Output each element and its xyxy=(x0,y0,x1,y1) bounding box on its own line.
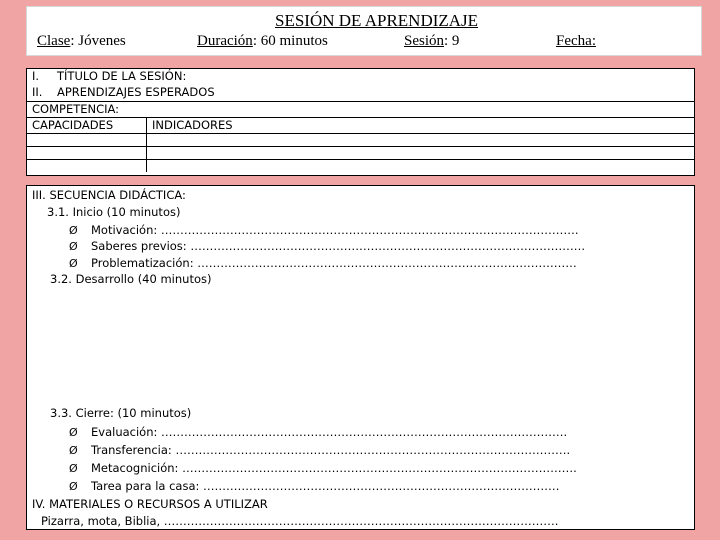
arrow-bullet-icon: Ø xyxy=(69,257,78,270)
secuencia-heading: III. SECUENCIA DIDÁCTICA: xyxy=(32,188,186,202)
aprendizajes-number: II. xyxy=(32,84,43,99)
list-item-transferencia xyxy=(69,443,570,459)
sesion-label: Sesión xyxy=(404,33,445,49)
motivacion-text: Motivación: ………………………………………………………………………………………………. xyxy=(91,223,579,237)
arrow-bullet-icon: Ø xyxy=(69,224,78,237)
arrow-bullet-icon: Ø xyxy=(69,240,78,253)
table-row xyxy=(27,159,694,172)
list-item-motivacion xyxy=(69,223,579,239)
materiales-heading: IV. MATERIALES O RECURSOS A UTILIZAR xyxy=(32,497,268,511)
duracion-value: : 60 minutos xyxy=(252,33,328,49)
clase-label: Clase xyxy=(37,33,71,49)
sesion-field xyxy=(404,33,459,50)
saberes-text: Saberes previos: …………………………………………………………………………………………. xyxy=(91,239,585,253)
duracion-label: Duración xyxy=(197,33,253,49)
tarea-text: Tarea para la casa: ………………………………………………………………………………… xyxy=(91,479,560,493)
table-row xyxy=(27,133,694,146)
session-header xyxy=(26,6,702,56)
aprendizajes-line xyxy=(27,85,694,101)
table-cell xyxy=(27,147,147,159)
materiales-list: Pizarra, mota, Biblia, …………………………………………………………………………………………. xyxy=(41,514,559,528)
arrow-bullet-icon: Ø xyxy=(69,444,78,457)
inicio-heading: 3.1. Inicio (10 minutos) xyxy=(47,205,181,219)
didactic-sequence-box xyxy=(26,185,695,530)
arrow-bullet-icon: Ø xyxy=(69,426,78,439)
list-item-tarea xyxy=(69,479,560,495)
arrow-bullet-icon: Ø xyxy=(69,480,78,493)
duracion-field xyxy=(197,33,328,50)
problematizacion-text: Problematización: ……………………………………………………………………………………… xyxy=(91,256,577,270)
list-item-saberes xyxy=(69,239,585,255)
aprendizajes-label: APRENDIZAJES ESPERADOS xyxy=(57,84,215,99)
list-item-problematizacion xyxy=(69,256,577,272)
titulo-line xyxy=(27,69,694,85)
metacognicion-text: Metacognición: …………………………………………………………………………………………. xyxy=(91,461,577,475)
clase-field xyxy=(37,33,126,50)
page-title: SESIÓN DE APRENDIZAJE xyxy=(275,11,479,30)
arrow-bullet-icon: Ø xyxy=(69,462,78,475)
transferencia-text: Transferencia: …………………………………………………………………………………………. xyxy=(91,443,571,457)
evaluacion-text: Evaluación: ……………………………………………………………………………………………. xyxy=(91,425,568,439)
table-cell xyxy=(27,160,147,172)
cierre-heading: 3.3. Cierre: (10 minutos) xyxy=(50,406,192,420)
table-cell xyxy=(27,134,147,146)
table-row xyxy=(27,146,694,159)
capacidades-header: CAPACIDADES xyxy=(27,118,147,133)
indicadores-header: INDICADORES xyxy=(152,118,233,133)
list-item-metacognicion xyxy=(69,461,577,477)
titulo-label: TÍTULO DE LA SESIÓN: xyxy=(57,69,187,83)
capacidades-header-row xyxy=(27,117,694,133)
list-item-evaluacion xyxy=(69,425,567,441)
titulo-number: I. xyxy=(32,69,40,83)
desarrollo-heading: 3.2. Desarrollo (40 minutos) xyxy=(50,272,212,286)
sesion-value: : 9 xyxy=(444,33,460,49)
fecha-label: Fecha: xyxy=(556,33,596,49)
clase-value: : Jóvenes xyxy=(70,33,126,49)
learning-objectives-box xyxy=(26,68,695,176)
competencia-label: COMPETENCIA: xyxy=(32,101,120,116)
